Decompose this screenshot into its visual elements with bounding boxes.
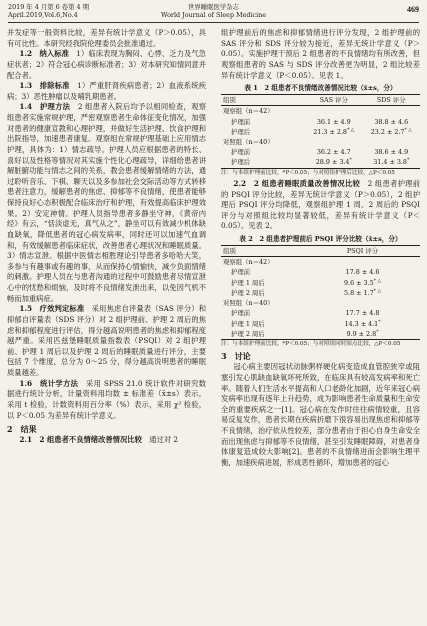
significance-mark: * [376, 329, 379, 335]
row-label: 护理前 [231, 309, 251, 318]
section-criteria [7, 304, 206, 378]
table-2-caption: 表 2 2 组患者护理前后 PSQI 评分比较（x̄±s，分） [239, 235, 402, 244]
row-label: 护理前 [231, 268, 251, 277]
left-column [7, 28, 206, 446]
heading-1-5: 1.5 疗效判定标准 [19, 304, 85, 314]
cell-value [363, 127, 421, 137]
table-2-header-group: 组别 [221, 246, 305, 257]
journal-name-cn: 世界睡眠医学杂志 [187, 3, 240, 11]
heading-2-1: 2.1 2 组患者不良情绪改善情况比较 [19, 435, 142, 445]
cell-number: 23.2 ± 2.7 [370, 127, 405, 136]
table-1-note: 注：与本组护理前比较，*P＜0.05；与对照组护理后比较，△P＜0.05 [221, 169, 395, 176]
group-label: 观察组（n＝42） [223, 107, 274, 116]
table-row [221, 278, 420, 288]
significance-mark: * △ [373, 278, 382, 284]
table-1-header-row [221, 95, 420, 106]
table-2-header-psqi: PSQI 评分 [305, 246, 420, 257]
row-label: 护理后 [231, 127, 251, 136]
table-row [221, 319, 420, 329]
table-row [221, 267, 420, 277]
significance-mark: * △ [404, 127, 412, 133]
row-label: 护理 2 周后 [221, 329, 305, 340]
table-row [221, 147, 420, 157]
page-number: 469 [407, 5, 419, 14]
paragraph-2-1-start: 通过对 2 [149, 435, 179, 445]
paragraph-2-2: 2 组患者护理前的 PSQI 评分比较，差异无统计学意义（P＞0.05），2 组护理后 PSQI 评分均降低，观察组护理 1 周、2 周后的 PSQI 评分与对照组比较均显著较低，差异有统计学意义（P＜0.05）。见表 2。 [221, 178, 421, 231]
significance-mark: * [407, 158, 410, 164]
journal-name-en: World Journal of Sleep Medicine [160, 10, 267, 19]
table-row [221, 157, 420, 168]
table-1 [221, 94, 420, 168]
significance-mark: * [378, 319, 381, 325]
cell-value: 36.1 ± 4.9 [316, 117, 351, 126]
heading-1-4: 1.4 护理方法 [19, 102, 71, 112]
right-column [221, 28, 420, 469]
cell-value [305, 157, 363, 168]
section-inclusion [7, 49, 206, 81]
cell-value: 38.6 ± 4.9 [374, 148, 409, 157]
cell-value [305, 127, 363, 137]
paragraph-discussion: 冠心病主要因冠状动脉粥样硬化病变造成血管腔狭窄或阻塞引发心肌缺血缺氧坏死所致，在临床具有较高发病率和死亡率。随着人们生活水平提高和人口老龄化加剧，近年来冠心病发病率出现有逐年上升趋势，成为影响患者生命质量和生命安全的重要疾病之一[1]。冠心病在发作时往往病情较重，且容易反复发作，患者长期在疾病折磨下很容易出现焦虑和抑郁等不良情绪，治疗依从性较差，部分患者由于担心自身生命安全而出现焦虑与抑郁等不良情绪，甚至引发睡眠障碍，对患者身体康复造成较大影响[2]。患者的不良情绪进而会影响生理平衡，加速疾病进展，形成恶性循环，增加患者的冠心 [221, 362, 420, 467]
section-2-2 [221, 179, 420, 232]
cell-number: 9.9 ± 2.8 [346, 329, 377, 338]
significance-mark: * [349, 158, 352, 164]
section-statistics [7, 379, 206, 422]
table-row [221, 257, 420, 268]
paragraph-1-5: 采用焦虑自评量表（SAS 评分）和抑郁自评量表（SDS 评分）对 2 组护理前、护理 2 周后的焦虑和抑郁程度进行评估，得分越高说明患者的焦虑和抑郁程度越严重。采用匹兹堡睡眠质量指数表（PSQI）对 2 组护理前、护理 1 周后以及护理 2 周后的睡眠质量进行评分，主要包括 7 个维度，总分为 0～25 分，得分越高说明患者的睡眠质量越差。 [7, 304, 206, 377]
table-row [221, 106, 420, 117]
table-row [221, 127, 420, 137]
table-row [221, 329, 420, 340]
cell-value: 17.8 ± 4.6 [345, 268, 380, 277]
paragraph-baseline: 并发症等一般资料比较，差异有统计学意义（P＞0.05），具有可比性。本研究经我院伦理委员会批准通过。 [7, 28, 206, 48]
table-1-header-group: 组别 [221, 95, 305, 106]
cell-value [305, 329, 420, 340]
group-label: 对照组（n＝40） [223, 137, 274, 146]
table-2-header-row [221, 246, 420, 257]
paragraph-2-1-cont: 组护理前后的焦虑和抑郁情绪进行评分发现，2 组护理前的 SAS 评分和 SDS 评分较为接近，差异无统计学意义（P＞0.05）。实施护理干预后 2 组患者的不良情绪均有所改善，但观察组患者的 SAS 与 SDS 评分改善更为明显，2 组比较差异有统计学意义（P＜0.05）。见表 1。 [221, 28, 420, 80]
cell-number: 28.9 ± 3.4 [315, 158, 350, 167]
significance-mark: * △ [347, 127, 355, 133]
journal-issue-en: April.2019,Vol.6,No.4 [8, 10, 78, 19]
table-1-header-sds: SDS 评分 [363, 95, 421, 106]
paragraph-1-6: 采用 SPSS 21.0 统计软件对研究数据进行统计分析，计量资料用均数 ± 标准差（x̄±s）表示，采用 t 检验，计数资料用百分率（%）表示，采用 χ² 检验，以 P＜0.05 为差异有统计学意义。 [7, 378, 207, 420]
row-label: 护理前 [231, 117, 251, 126]
header-rule [8, 22, 419, 23]
paragraph-1-2: 1）临床表现为胸闷、心悸、乏力及气急症状者；2）符合冠心病诊断标准者；3）对本研究知情同意并配合者。 [7, 49, 207, 80]
heading-1-3: 1.3 排除标准 [19, 81, 70, 91]
heading-1-6: 1.6 统计学方法 [19, 378, 79, 388]
cell-value [305, 288, 420, 298]
row-label: 护理后 [221, 157, 305, 168]
group-label: 对照组（n＝40） [223, 299, 274, 308]
section-nursing-method [7, 102, 206, 304]
cell-value: 38.8 ± 4.6 [374, 117, 409, 126]
heading-2-2: 2.2 2 组患者睡眠质量改善情况比较 [233, 178, 361, 188]
table-2 [221, 245, 420, 340]
section-2-1-start [7, 435, 206, 446]
group-label: 观察组（n＝42） [223, 258, 274, 267]
table-1-caption: 表 1 2 组患者不良情绪改善情况比较（x̄±s，分） [244, 84, 397, 93]
heading-results: 2 结果 [7, 424, 37, 435]
paragraph-1-4: 2 组患者入院后均予以相同检查，观察组患者实施常规护理，严密观察患者生命体征变化情况，加强对患者的健康宣教和心理护理，并做好生活护理、饮食护理和出院指导，加速患者康复。观察组在常规护理基础上应用情志护理，具体为：1）情志疏导。护理人员应根据患者的特长、喜好以及性格等情况对其实施个性化心理疏导，详细给患者讲解脏腑功能与情志之间的关系，教会患者缓解情绪的方法，通过聆听音乐、下棋、聊天以及多参加社会交际活动等方式转移患者注意力，缓解患者的焦虑、抑郁等不良情绪，使患者能够保持良好心态积极配合临床治疗和护理，有效提高临床护理效果。2）安定神情。护理人员指导患者多静坐守神，《黄帝内经》有云，“恬淡虚无，真气从之”，静坐可以有效减少机体缺血缺氧，降低患者的冠心病发病率，同时还可以加速气血调和，有效缓解患者临床症状，改善患者心理状况和睡眠质量。3）情志宣泄。根据中医情志相胜理论引导患者多哈哈大笑，多参与有趣事或有趣的事，从而保持心情愉快，减少负面情绪的刺激。护理人员在与患者沟通的过程中可鼓励患者尽情宣泄心中的忧愁和烦恼，及时将不良情绪发泄出来，以免因气机不畅而加重病症。 [7, 102, 207, 303]
cell-number: 5.8 ± 1.7 [343, 288, 374, 297]
section-exclusion [7, 81, 206, 102]
cell-number: 31.4 ± 3.8 [373, 158, 407, 167]
cell-number: 14.3 ± 4.1 [344, 319, 379, 328]
heading-discussion: 3 讨论 [221, 351, 251, 362]
cell-value [305, 278, 420, 288]
paragraph-1-3: 1）严重肝肾疾病患者；2）血液系统疾病；3）恶性肿瘤以及哺乳期患者。 [7, 81, 207, 101]
cell-value: 36.2 ± 4.7 [316, 148, 351, 157]
row-label: 护理 1 周后 [231, 278, 265, 287]
table-row [221, 298, 420, 308]
journal-name [0, 4, 427, 19]
significance-mark: * △ [373, 288, 382, 294]
row-label: 护理 1 周后 [231, 319, 265, 328]
table-row [221, 137, 420, 147]
cell-value: 17.7 ± 4.8 [345, 309, 380, 318]
cell-number: 9.6 ± 3.5 [343, 278, 374, 287]
cell-value [363, 157, 421, 168]
cell-number: 21.3 ± 2.8 [313, 127, 347, 136]
cell-value [305, 319, 420, 329]
table-row [221, 308, 420, 318]
row-label: 护理前 [231, 148, 251, 157]
row-label: 护理 2 周后 [231, 288, 265, 297]
table-1-header-sas: SAS 评分 [305, 95, 363, 106]
journal-issue-cn: 2019 年 4 月第 6 卷第 4 期 [8, 3, 90, 11]
table-row [221, 288, 420, 298]
table-2-note: 注：与本组护理前比较，*P＜0.05；与对照组同时间点比较，△P＜0.05 [221, 340, 401, 347]
heading-1-2: 1.2 纳入标准 [19, 49, 69, 59]
running-header [0, 0, 427, 24]
table-row [221, 117, 420, 127]
